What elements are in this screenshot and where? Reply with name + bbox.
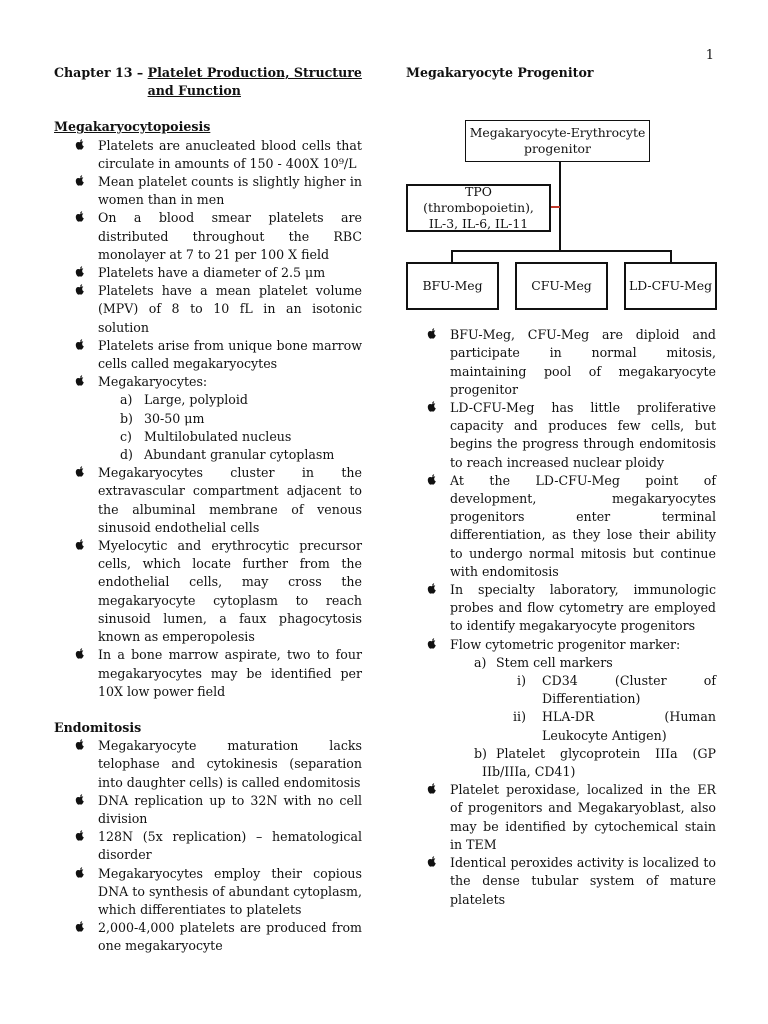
list-item [54, 446, 362, 464]
section-heading-megakaryocyte-progenitor: Megakaryocyte Progenitor [406, 65, 594, 80]
apple-icon [74, 465, 86, 479]
side-box-line2: IL-3, IL-6, IL-11 [428, 216, 529, 232]
apple-icon [74, 138, 86, 152]
item-marker: b) [120, 410, 133, 426]
endomitosis-list [54, 737, 362, 955]
item-text: In a bone marrow aspirate, two to four megakaryocytes may be identified per 10X low power field [98, 647, 362, 699]
apple-icon [74, 738, 86, 752]
item-text: Megakaryocyte maturation lacks telophase and cytokinesis (separation into daughter cells) is called endomitosis [98, 738, 362, 790]
list-item [54, 428, 362, 446]
list-item [54, 410, 362, 428]
list-item [54, 737, 362, 792]
right-column [406, 64, 716, 909]
item-text: At the LD-CFU-Meg point of development, megakaryocytes progenitors enter terminal differentiation, as they lose their ability to undergo normal mitosis but continue with endomitosis [450, 472, 716, 579]
item-text: Megakaryocytes: [98, 374, 208, 390]
chapter-title-line1: Platelet Production, Structure [147, 65, 362, 80]
list-item [406, 672, 716, 708]
item-text: Platelets are anucleated blood cells that circulate in amounts of 150 - 400X 10⁹/L [98, 137, 362, 171]
item-text: Multilobulated nucleus [144, 428, 292, 444]
page-number: 1 [705, 48, 714, 63]
item-text: Platelet glycoprotein IIIa (GP IIb/IIIa, CD41) [482, 745, 716, 780]
bfu-meg-box [406, 262, 499, 310]
cytokine-connector [550, 206, 560, 208]
list-item [54, 264, 362, 282]
branch-connector [451, 250, 670, 252]
item-marker: ii) [513, 709, 526, 725]
item-text: Abundant granular cytoplasm [144, 447, 335, 463]
item-text: Platelet peroxidase, localized in the ER of progenitors and Megakaryoblast, also may be identified by cytochemical stain in TEM [450, 782, 716, 852]
progenitor-list [406, 326, 716, 909]
item-text: HLA-DR (Human Leukocyte Antigen) [542, 709, 716, 743]
item-text: Platelets have a mean platelet volume (MPV) of 8 to 10 fL in an isotonic solution [98, 283, 362, 335]
item-text: Large, polyploid [144, 392, 248, 408]
apple-icon [74, 174, 86, 188]
list-item [406, 326, 716, 399]
item-text: DNA replication up to 32N with no cell division [98, 792, 362, 826]
section-heading-endomitosis: Endomitosis [54, 719, 142, 735]
list-item [54, 865, 362, 920]
item-marker: b) [474, 745, 487, 761]
apple-icon [426, 782, 438, 796]
item-text: Platelets arise from unique bone marrow cells called megakaryocytes [98, 337, 362, 372]
chapter-title-line2: and Function [147, 83, 241, 99]
list-item [54, 282, 362, 337]
list-item [406, 472, 716, 581]
list-item [406, 581, 716, 636]
apple-icon [426, 400, 438, 414]
item-marker: c) [120, 428, 132, 444]
apple-icon [426, 855, 438, 869]
list-item [54, 373, 362, 464]
list-item [406, 708, 716, 744]
item-text: LD-CFU-Meg has little proliferative capacity and produces few cells, but begins the progress through endomitosis to reach increased nuclear ploidy [450, 400, 716, 470]
item-text: Identical peroxides activity is localized to the dense tubular system of mature platelets [450, 855, 716, 907]
top-box-line1: Megakaryocyte-Erythrocyte [469, 125, 646, 141]
list-item [406, 781, 716, 854]
list-item [54, 792, 362, 828]
cfu-meg-label: CFU-Meg [531, 278, 592, 294]
list-item [54, 337, 362, 373]
apple-icon [74, 647, 86, 661]
left-column [54, 64, 362, 956]
chapter-prefix: Chapter 13 – [54, 65, 148, 80]
list-item [54, 464, 362, 537]
stem-cell-markers [406, 672, 716, 745]
item-text: Megakaryocytes employ their copious DNA to synthesis of abundant cytoplasm, which differentiates to platelets [98, 865, 362, 917]
ld-cfu-meg-label: LD-CFU-Meg [628, 278, 713, 294]
list-item [406, 636, 716, 782]
chapter-subtitle [148, 64, 362, 100]
cfu-meg-box [515, 262, 608, 310]
list-item [406, 654, 716, 745]
apple-icon [74, 338, 86, 352]
top-box-line2: progenitor [524, 141, 591, 157]
apple-icon [74, 538, 86, 552]
list-item [54, 137, 362, 173]
megakaryocyte-traits [54, 391, 362, 464]
list-item [54, 537, 362, 646]
list-item [406, 399, 716, 472]
item-text: BFU-Meg, CFU-Meg are diploid and participate in normal mitosis, maintaining pool of megakaryocyte progenitor [450, 327, 716, 397]
list-item [54, 828, 362, 864]
item-text: In specialty laboratory, immunologic probes and flow cytometry are employed to identify megakaryocyte progenitors [450, 582, 716, 634]
item-marker: a) [120, 392, 133, 408]
item-text: CD34 (Cluster of Differentiation) [542, 673, 716, 707]
list-item [54, 173, 362, 209]
marker-list [406, 654, 716, 781]
apple-icon [426, 473, 438, 487]
list-item [54, 209, 362, 264]
megakaryocytopoiesis-list [54, 137, 362, 701]
item-marker: d) [120, 447, 133, 463]
apple-icon [426, 582, 438, 596]
list-item [54, 391, 362, 409]
apple-icon [74, 920, 86, 934]
apple-icon [426, 637, 438, 651]
apple-icon [426, 327, 438, 341]
list-item [406, 745, 716, 781]
apple-icon [74, 374, 86, 388]
apple-icon [74, 829, 86, 843]
section-heading-megakaryocytopoiesis: Megakaryocytopoiesis [54, 119, 211, 135]
list-item [406, 854, 716, 909]
progenitor-diagram [406, 94, 716, 312]
megakaryocyte-erythrocyte-progenitor-box [465, 120, 650, 162]
chapter-title [54, 64, 362, 100]
item-marker: a) [474, 654, 487, 670]
side-box-line1: TPO (thrombopoietin), [423, 184, 534, 216]
branch-left [451, 250, 453, 262]
apple-icon [74, 283, 86, 297]
item-text: On a blood smear platelets are distributed throughout the RBC monolayer at 7 to 21 per 100 X field [98, 210, 362, 262]
item-text: 30-50 μm [144, 410, 205, 426]
ld-cfu-meg-box [624, 262, 717, 310]
list-item [54, 646, 362, 701]
item-text: 128N (5x replication) – hematological disorder [98, 829, 362, 863]
item-marker: i) [517, 673, 526, 689]
item-text: Megakaryocytes cluster in the extravascular compartment adjacent to the albuminal membrane of venous sinusoid endothelial cells [98, 465, 362, 535]
apple-icon [74, 793, 86, 807]
bfu-meg-label: BFU-Meg [422, 278, 483, 294]
item-text: Flow cytometric progenitor marker: [450, 636, 681, 652]
item-text: Platelets have a diameter of 2.5 μm [98, 265, 326, 281]
item-text: 2,000-4,000 platelets are produced from one megakaryocyte [98, 920, 362, 954]
item-text: Stem cell markers [496, 654, 613, 670]
cytokine-box [406, 184, 551, 232]
branch-right [670, 250, 672, 262]
item-text: Myelocytic and erythrocytic precursor cells, which locate further from the endothelial cells, may cross the megakaryocyte cytoplasm to reach sinusoid lumen, a faux phagocytosis known as emperopolesis [98, 538, 362, 645]
apple-icon [74, 265, 86, 279]
list-item [54, 919, 362, 955]
item-text: Mean platelet counts is slightly higher in women than in men [98, 174, 362, 208]
apple-icon [74, 866, 86, 880]
apple-icon [74, 210, 86, 224]
